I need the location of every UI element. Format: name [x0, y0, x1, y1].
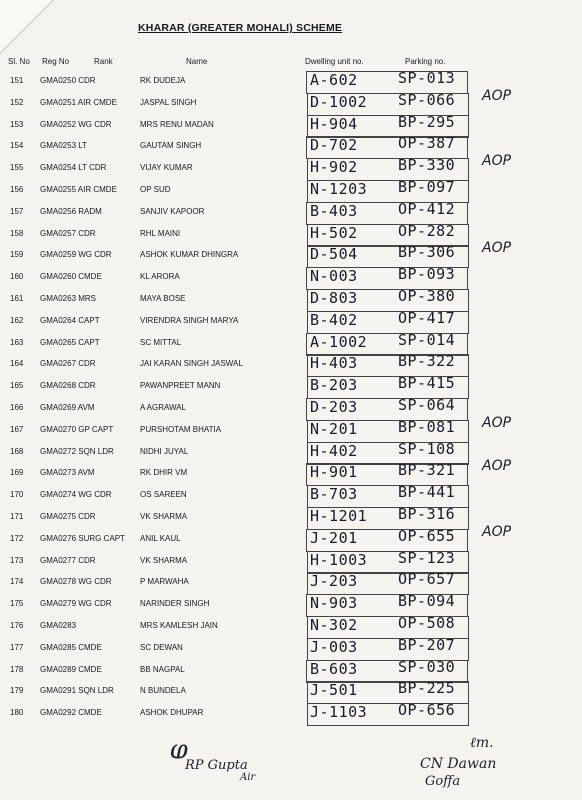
table-row: [0, 353, 582, 375]
table-row: [0, 615, 582, 637]
table-row: [0, 659, 582, 681]
name-cell: JASPAL SINGH: [140, 97, 197, 107]
reg-rank-cell: GMA0256 RADM: [40, 206, 102, 216]
dwelling-unit-value: H-402: [310, 441, 358, 460]
parking-value: BP-415: [398, 374, 456, 393]
name-cell: OS SAREEN: [140, 490, 187, 500]
parking-value: BP-322: [398, 352, 456, 371]
name-cell: MAYA BOSE: [140, 294, 186, 303]
name-cell: OP SUD: [140, 185, 171, 194]
parking-value: SP-014: [398, 330, 456, 349]
name-cell: VIJAY KUMAR: [140, 163, 193, 173]
parking-value: SP-066: [398, 90, 456, 109]
sl-no-cell: 161: [10, 294, 24, 303]
parking-value: BP-316: [398, 505, 456, 523]
dwelling-unit-value: D-702: [310, 136, 358, 155]
name-cell: VK SHARMA: [140, 512, 188, 521]
dwelling-unit-value: H-1003: [310, 550, 368, 569]
name-cell: VIRENDRA SINGH MARYA: [140, 315, 239, 325]
parking-value: SP-108: [398, 439, 456, 458]
header-parking: Parking no.: [405, 57, 446, 66]
dwelling-unit-value: B-603: [310, 659, 358, 678]
dwelling-unit-value: H-1201: [310, 507, 368, 525]
dwelling-unit-value: J-003: [310, 637, 358, 656]
table-row: [0, 288, 582, 310]
parking-value: BP-081: [398, 417, 456, 436]
name-cell: MRS KAMLESH JAIN: [140, 621, 218, 630]
dwelling-unit-value: J-1103: [310, 703, 368, 722]
page-title: KHARAR (GREATER MOHALI) SCHEME: [138, 22, 343, 34]
reg-rank-cell: GMA0250 CDR: [40, 76, 96, 85]
reg-rank-cell: GMA0273 AVM: [40, 468, 95, 478]
sl-no-cell: 155: [10, 163, 24, 173]
reg-rank-cell: GMA0274 WG CDR: [40, 490, 112, 500]
name-cell: ASHOK KUMAR DHINGRA: [140, 250, 239, 260]
left-signature-name: RP Gupta: [185, 758, 248, 773]
sl-no-cell: 160: [10, 272, 24, 282]
reg-rank-cell: GMA0275 CDR: [40, 512, 96, 521]
reg-rank-cell: GMA0263 MRS: [40, 294, 97, 303]
right-signature-sub: Goffa: [425, 774, 461, 789]
sl-no-cell: 151: [10, 76, 24, 85]
sl-no-cell: 164: [10, 359, 24, 369]
handwritten-note: AOP: [482, 153, 512, 170]
parking-value: BP-330: [398, 156, 456, 175]
name-cell: ANIL KAUL: [140, 533, 181, 543]
table-row: [0, 593, 582, 615]
reg-rank-cell: GMA0278 WG CDR: [40, 577, 112, 587]
left-signature: ⱷ: [170, 735, 189, 765]
sl-no-cell: 175: [10, 599, 24, 609]
name-cell: MRS RENU MADAN: [140, 119, 214, 129]
name-cell: SANJIV KAPOOR: [140, 206, 205, 216]
name-cell: A AGRAWAL: [140, 403, 187, 412]
dwelling-unit-value: N-201: [310, 419, 358, 438]
sl-no-cell: 158: [10, 228, 24, 238]
dwelling-unit-value: B-703: [310, 485, 358, 504]
name-cell: RHL MAINI: [140, 228, 181, 238]
parking-value: BP-207: [398, 635, 456, 654]
table-row: [0, 332, 582, 354]
reg-rank-cell: GMA0269 AVM: [40, 403, 95, 412]
parking-value: OP-417: [398, 308, 456, 327]
parking-value: SP-013: [398, 69, 456, 87]
reg-rank-cell: GMA0272 SQN LDR: [40, 446, 114, 456]
reg-rank-cell: GMA0277 CDR: [40, 555, 96, 565]
sl-no-cell: 159: [10, 250, 24, 260]
dwelling-unit-value: H-904: [310, 114, 358, 133]
sl-no-cell: 169: [10, 468, 24, 478]
name-cell: RK DHIR VM: [140, 468, 188, 478]
sl-no-cell: 171: [10, 512, 24, 521]
dwelling-unit-value: D-203: [310, 398, 358, 416]
parking-value: BP-321: [398, 461, 456, 480]
handwritten-note: AOP: [482, 523, 512, 540]
dwelling-unit-value: B-403: [310, 201, 358, 220]
parking-value: OP-656: [398, 701, 456, 720]
handwritten-note: AOP: [482, 414, 512, 431]
parking-value: OP-508: [398, 614, 456, 632]
sl-no-cell: 177: [10, 642, 24, 652]
sl-no-cell: 156: [10, 185, 24, 194]
sl-no-cell: 174: [10, 577, 24, 587]
sl-no-cell: 173: [10, 555, 24, 565]
dwelling-unit-value: J-501: [310, 681, 358, 700]
name-cell: GAUTAM SINGH: [140, 141, 202, 151]
sl-no-cell: 153: [10, 119, 24, 129]
parking-value: BP-295: [398, 112, 456, 131]
reg-rank-cell: GMA0252 WG CDR: [40, 119, 112, 129]
sl-no-cell: 163: [10, 337, 24, 347]
reg-rank-cell: GMA0259 WG CDR: [40, 250, 112, 260]
table-row: [0, 637, 582, 659]
folded-corner-inner: [0, 0, 52, 52]
parking-value: BP-094: [398, 592, 456, 611]
sl-no-cell: 167: [10, 424, 24, 434]
parking-value: SP-030: [398, 657, 456, 676]
name-cell: VK SHARMA: [140, 555, 188, 565]
parking-value: BP-093: [398, 265, 456, 284]
table-row: [0, 114, 582, 136]
reg-rank-cell: GMA0291 SQN LDR: [40, 686, 114, 696]
handwritten-note: AOP: [482, 458, 512, 475]
dwelling-unit-value: D-803: [310, 289, 358, 307]
parking-value: OP-380: [398, 287, 456, 305]
sl-no-cell: 165: [10, 381, 24, 391]
sl-no-cell: 180: [10, 708, 24, 718]
parking-value: OP-655: [398, 526, 456, 545]
reg-rank-cell: GMA0289 CMDE: [40, 664, 102, 674]
table-row: [0, 680, 582, 702]
table-row: [0, 702, 582, 724]
dwelling-unit-value: J-201: [310, 528, 358, 547]
dwelling-unit-value: B-203: [310, 376, 358, 395]
sl-no-cell: 170: [10, 490, 24, 500]
sl-no-cell: 157: [10, 206, 24, 216]
dwelling-unit-value: H-901: [310, 463, 358, 482]
sl-no-cell: 152: [10, 97, 24, 107]
dwelling-unit-value: D-1002: [310, 92, 368, 111]
sl-no-cell: 168: [10, 446, 24, 456]
reg-rank-cell: GMA0265 CAPT: [40, 337, 100, 347]
reg-rank-cell: GMA0283: [40, 621, 77, 630]
header-reg-no: Reg No: [42, 57, 70, 66]
name-cell: ASHOK DHUPAR: [140, 708, 204, 718]
table-row: [0, 375, 582, 397]
parking-value: SP-123: [398, 548, 456, 567]
right-signature-name: CN Dawan: [420, 756, 497, 772]
parking-value: SP-064: [398, 396, 456, 414]
name-cell: KL ARORA: [140, 272, 180, 282]
dwelling-unit-value: A-602: [310, 71, 358, 89]
table-row: [0, 179, 582, 201]
dwelling-unit-value: N-302: [310, 616, 358, 634]
name-cell: P MARWAHA: [140, 577, 189, 587]
table-row: [0, 266, 582, 288]
parking-value: OP-387: [398, 134, 456, 153]
dwelling-unit-value: N-1203: [310, 180, 368, 198]
parking-value: OP-657: [398, 570, 456, 589]
sl-no-cell: 166: [10, 403, 24, 412]
dwelling-unit-value: N-003: [310, 267, 358, 286]
dwelling-unit-value: D-504: [310, 245, 358, 264]
reg-rank-cell: GMA0257 CDR: [40, 228, 96, 238]
parking-value: BP-306: [398, 243, 456, 262]
sl-no-cell: 172: [10, 533, 24, 543]
name-cell: PURSHOTAM BHATIA: [140, 424, 222, 434]
sl-no-cell: 176: [10, 621, 24, 630]
name-cell: NARINDER SINGH: [140, 599, 210, 609]
table-row: [0, 310, 582, 332]
parking-value: BP-097: [398, 178, 456, 196]
reg-rank-cell: GMA0267 CDR: [40, 359, 96, 369]
parking-value: BP-441: [398, 483, 456, 502]
name-cell: RK DUDEJA: [140, 76, 186, 85]
dwelling-unit-value: J-203: [310, 572, 358, 591]
reg-rank-cell: GMA0276 SURG CAPT: [40, 533, 125, 543]
dwelling-unit-value: B-402: [310, 310, 358, 329]
name-cell: SC MITTAL: [140, 337, 182, 347]
reg-rank-cell: GMA0279 WG CDR: [40, 599, 112, 609]
parking-value: OP-412: [398, 199, 456, 218]
reg-rank-cell: GMA0254 LT CDR: [40, 163, 107, 173]
reg-rank-cell: GMA0255 AIR CMDE: [40, 185, 117, 194]
dwelling-unit-value: A-1002: [310, 332, 368, 351]
sl-no-cell: 162: [10, 315, 24, 325]
sl-no-cell: 178: [10, 664, 24, 674]
name-cell: PAWANPREET MANN: [140, 381, 221, 391]
reg-rank-cell: GMA0292 CMDE: [40, 708, 102, 718]
reg-rank-cell: GMA0260 CMDE: [40, 272, 102, 282]
table-row: [0, 484, 582, 506]
header-dwelling: Dwelling unit no.: [305, 57, 364, 66]
table-row: [0, 571, 582, 593]
dwelling-unit-value: H-902: [310, 158, 358, 177]
table-row: [0, 550, 582, 572]
dwelling-unit-value: H-403: [310, 354, 358, 373]
reg-rank-cell: GMA0264 CAPT: [40, 315, 100, 325]
right-signature-mark: ℓm.: [470, 735, 494, 751]
parking-value: BP-225: [398, 679, 456, 698]
reg-rank-cell: GMA0270 GP CAPT: [40, 424, 114, 434]
reg-rank-cell: GMA0268 CDR: [40, 381, 96, 391]
handwritten-note: AOP: [482, 240, 512, 257]
header-name: Name: [186, 57, 208, 66]
name-cell: NIDHI JUYAL: [140, 446, 189, 456]
dwelling-unit-value: H-502: [310, 223, 358, 242]
parking-value: OP-282: [398, 221, 456, 240]
name-cell: N BUNDELA: [140, 686, 186, 696]
table-row: [0, 201, 582, 223]
dwelling-unit-value: N-903: [310, 594, 358, 613]
reg-rank-cell: GMA0253 LT: [40, 141, 87, 151]
left-signature-rank: Air: [240, 772, 256, 783]
handwritten-note: AOP: [482, 87, 512, 104]
header-rank: Rank: [94, 57, 113, 66]
reg-rank-cell: GMA0285 CMDE: [40, 642, 102, 652]
reg-rank-cell: GMA0251 AIR CMDE: [40, 97, 117, 107]
sl-no-cell: 179: [10, 686, 24, 696]
sl-no-cell: 154: [10, 141, 24, 151]
name-cell: SC DEWAN: [140, 642, 183, 652]
name-cell: JAI KARAN SINGH JASWAL: [140, 359, 243, 369]
name-cell: BB NAGPAL: [140, 664, 185, 674]
header-sl-no: Sl. No: [8, 57, 30, 66]
